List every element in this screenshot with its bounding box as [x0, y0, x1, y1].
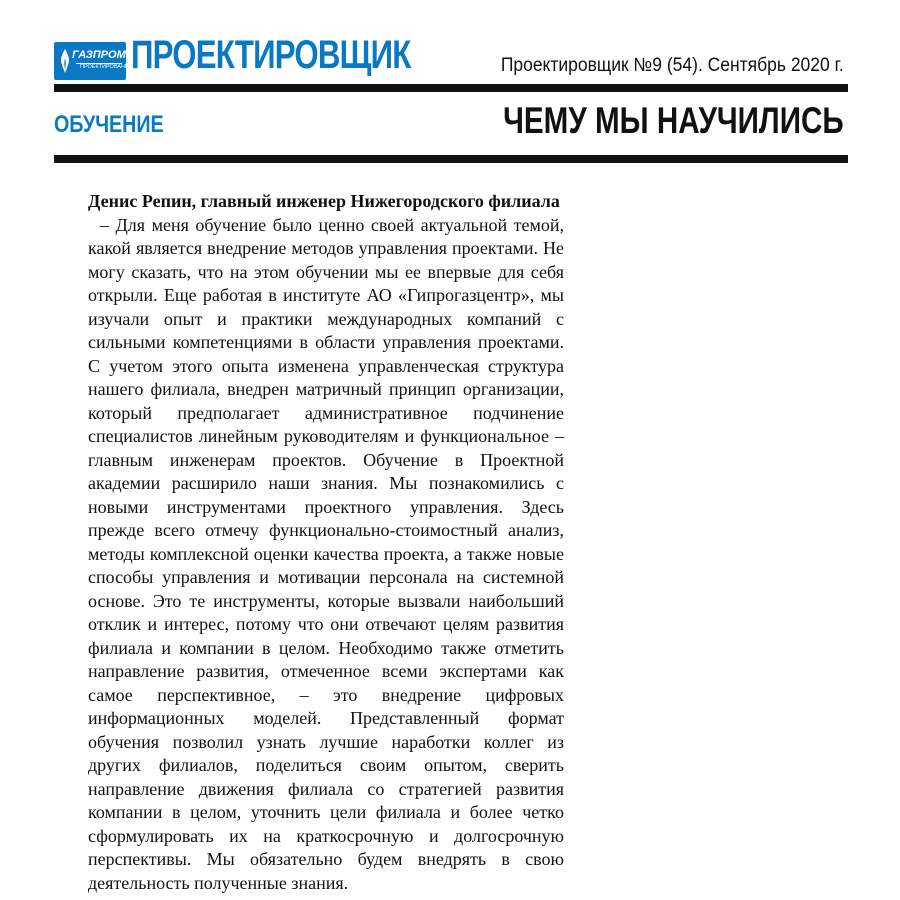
top-rule [54, 84, 848, 92]
article-body: – Для меня обучение было ценно своей актуальной темой, какой является внедрение методов управления проектами. Не могу сказать, что на этом обучении мы ее впервые для себя открыли. Еще работая в институте АО «Гипрогазцентр», мы изучали опыт и практики международных компаний с сильными компетенциями в области управления проектами. С учетом этого опыта изменена управленческая структура нашего филиала, внедрен матричный принцип организации, который предполагает административное подчинение специалистов линейным руководителям и функциональное – главным инженерам проектов. Обучение в Проектной академии расширило наши знания. Мы познакомились с новыми инструментами проектного управления. Здесь прежде всего отмечу функционально-стоимостный анализ, методы комплексной оценки качества проекта, а также новые способы управления и мотивации персонала на системной основе. Это те инструменты, которые вызвали наибольший отклик и интерес, потому что они отвечают целям развития филиала и компании в целом. Необходимо также отметить направление развития, отмеченное всеми экспертами как самое перспективное, – это внедрение цифровых информационных моделей. Представленный формат обучения позволил узнать лучшие наработки коллег из других филиалов, поделиться своим опытом, сверить направление движения филиала со стратегией развития компании в целом, уточнить цели филиала и более четко сформулировать их на краткосрочную и долгосрочную перспективы. Мы обязательно будем внедрять в свою деятельность полученные знания. [88, 214, 564, 893]
article [88, 190, 564, 895]
logo-sub-text: ПРОЕКТИРОВАНИЕ [80, 64, 133, 70]
magazine-title: ПРОЕКТИРОВЩИК [131, 33, 411, 77]
headline: ЧЕМУ МЫ НАУЧИЛИСЬ [503, 100, 844, 141]
logo-brand-text: ГАЗПРОМ [72, 49, 126, 61]
flame-icon [58, 48, 72, 74]
section-label: ОБУЧЕНИЕ [54, 111, 164, 138]
article-author: Денис Репин, главный инженер Нижегородского филиала [88, 191, 560, 211]
issue-line: Проектировщик №9 (54). Сентябрь 2020 г. [501, 55, 844, 76]
gazprom-logo [54, 42, 133, 80]
bottom-rule [54, 155, 848, 163]
